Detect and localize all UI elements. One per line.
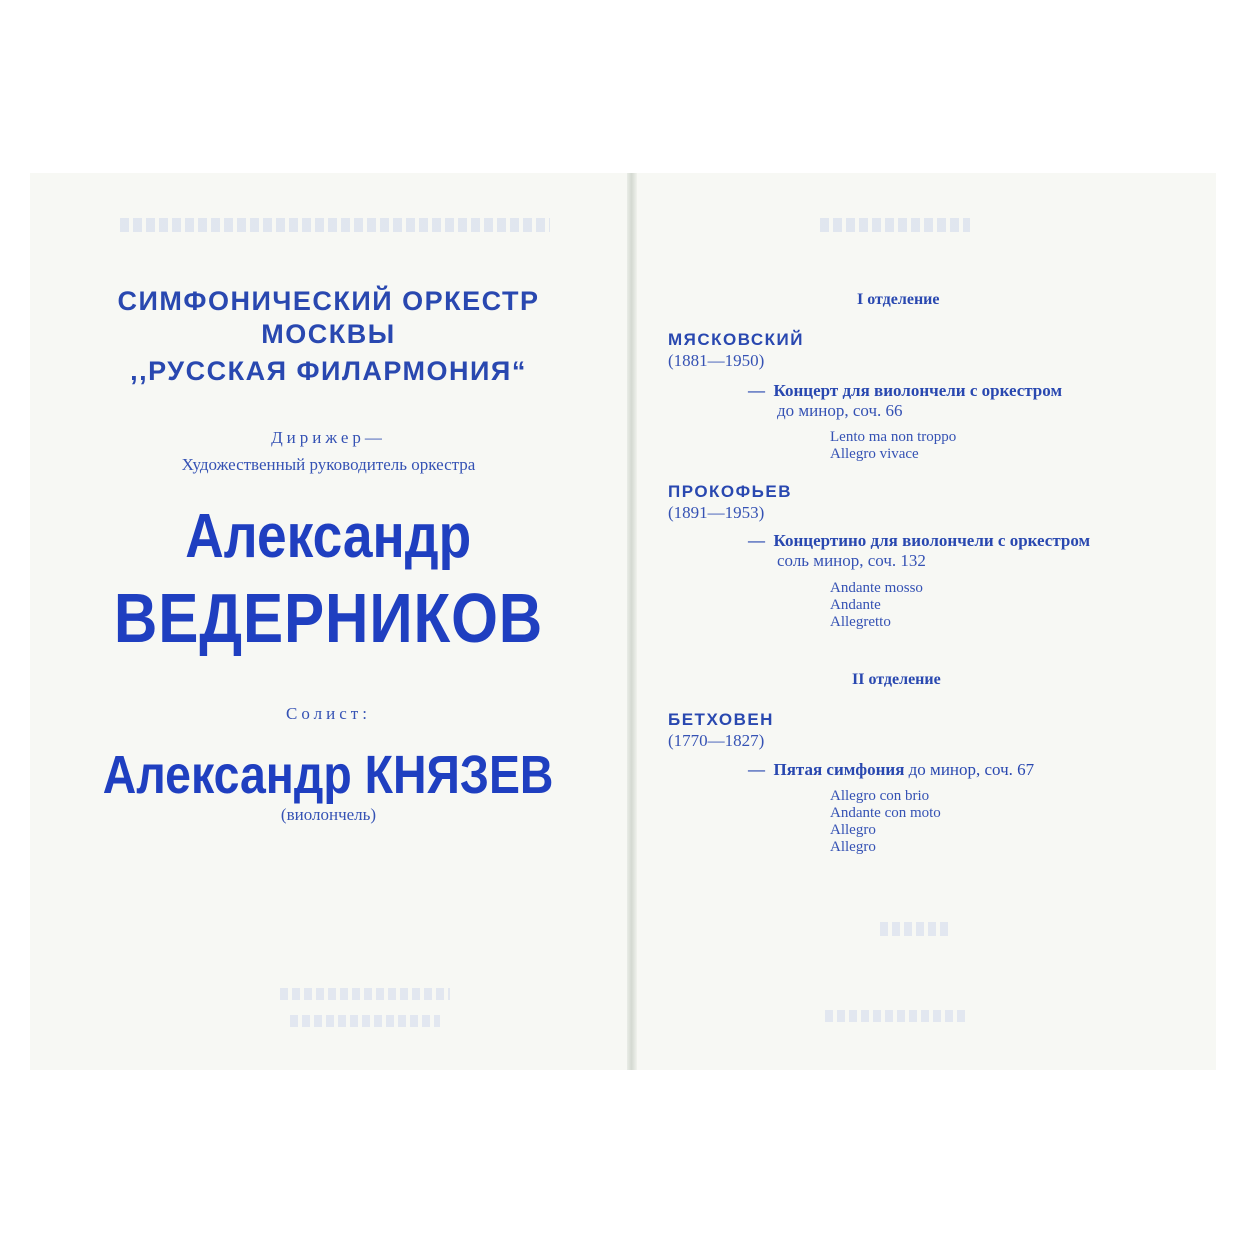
movement: Andante [830,597,881,613]
show-through [290,1015,440,1027]
work-dash: — [748,760,765,779]
composer-name: БЕТХОВЕН [668,710,774,729]
show-through [280,988,450,1000]
composer-years: (1881—1950) [668,351,765,370]
soloist-instrument: (виолончель) [280,805,377,824]
part-one-title: I отделение [857,291,940,308]
work-title [748,760,1034,780]
work-title [748,381,1062,401]
composer-name: МЯСКОВСКИЙ [668,330,804,349]
work-dash: — [748,531,765,550]
show-through [880,922,950,936]
show-through [825,1010,965,1022]
orchestra-name-line3: ,,РУССКАЯ ФИЛАРМОНИЯ“ [130,356,527,386]
orchestra-name-line1: СИМФОНИЧЕСКИЙ ОРКЕСТР [117,286,540,316]
work-key-opus: соль минор, соч. 132 [777,551,926,570]
part-two-title: II отделение [852,671,941,688]
movement: Allegro con brio [830,788,930,804]
work-title [748,531,1090,551]
show-through [820,218,970,232]
conductor-role: Художественный руководитель оркестра [181,455,476,474]
work-name: Концертино для виолончели с оркестром [773,531,1091,550]
work-name: Концерт для виолончели с оркестром [773,381,1063,400]
work-dash: — [748,381,765,400]
conductor-first-name: Александр [185,502,472,571]
work-suffix: до минор, соч. 67 [904,760,1035,779]
page-fold [627,173,637,1070]
conductor-last-name: ВЕДЕРНИКОВ [113,579,544,657]
movement: Andante mosso [830,580,923,596]
soloist-name: Александр КНЯЗЕВ [103,745,554,805]
show-through [120,218,550,232]
movement: Allegretto [830,614,891,630]
soloist-label: Солист: [286,704,371,723]
composer-name: ПРОКОФЬЕВ [668,482,792,501]
orchestra-name-line2: МОСКВЫ [261,319,396,349]
movement: Andante con moto [830,805,941,821]
work-key-opus: до минор, соч. 66 [777,401,903,420]
composer-years: (1770—1827) [668,731,765,750]
conductor-label: Дирижер— [271,428,386,447]
movement: Lento ma non troppo [830,429,957,445]
composer-years: (1891—1953) [668,503,765,522]
movement: Allegro vivace [830,446,919,462]
movement: Allegro [830,822,876,838]
movement: Allegro [830,839,876,855]
work-name: Пятая симфония [773,760,905,779]
